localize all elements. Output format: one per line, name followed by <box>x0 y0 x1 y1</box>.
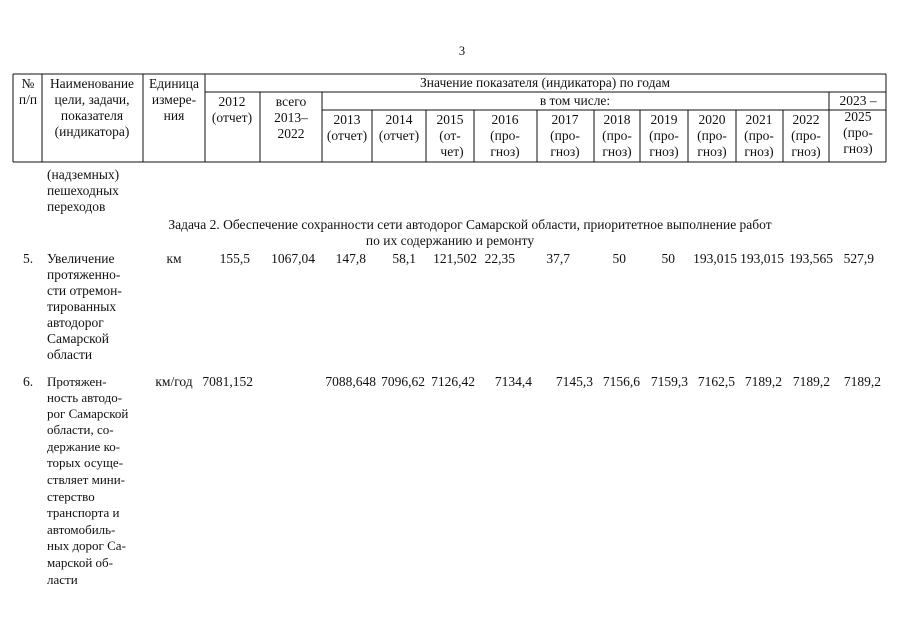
svg-text:2020: 2020 <box>698 112 726 127</box>
svg-text:193,015: 193,015 <box>740 251 784 266</box>
svg-text:Единица: Единица <box>148 76 200 91</box>
svg-text:гноз): гноз) <box>649 144 679 159</box>
svg-text:7145,3: 7145,3 <box>555 374 593 389</box>
svg-text:протяженно-: протяженно- <box>47 267 121 282</box>
svg-text:7189,2: 7189,2 <box>843 374 881 389</box>
svg-text:7088,648: 7088,648 <box>325 374 376 389</box>
svg-text:Задача 2. Обеспечение сохранно: Задача 2. Обеспечение сохранности сети автодорог Самарской области, приоритетное выполнение работ <box>168 217 772 232</box>
svg-text:7134,4: 7134,4 <box>494 374 532 389</box>
header-col-2022 <box>791 112 821 159</box>
svg-text:147,8: 147,8 <box>335 251 366 266</box>
indicator-name <box>47 251 122 362</box>
svg-text:переходов: переходов <box>47 199 106 214</box>
header-col-total <box>274 94 308 141</box>
svg-text:(отчет): (отчет) <box>378 128 420 143</box>
svg-text:Самарской: Самарской <box>47 331 110 346</box>
svg-text:(про-: (про- <box>550 128 580 143</box>
value-cells <box>220 251 875 266</box>
svg-text:2017: 2017 <box>551 112 579 127</box>
value-cells <box>202 374 881 389</box>
svg-text:155,5: 155,5 <box>219 251 250 266</box>
task-heading <box>168 217 771 248</box>
svg-text:7189,2: 7189,2 <box>744 374 782 389</box>
header-subgroup: в том числе: <box>539 93 611 108</box>
svg-text:(про-: (про- <box>791 128 821 143</box>
header-col-2019 <box>649 112 679 159</box>
svg-text:(индикатора): (индикатора) <box>54 124 130 139</box>
table-row-6 <box>23 374 881 587</box>
svg-text:ность автодо-: ность автодо- <box>47 390 123 405</box>
svg-text:сти отремон-: сти отремон- <box>47 283 122 298</box>
svg-text:чет): чет) <box>440 144 464 159</box>
svg-text:50: 50 <box>661 251 675 266</box>
svg-text:7156,6: 7156,6 <box>602 374 640 389</box>
svg-text:гноз): гноз) <box>697 144 727 159</box>
svg-text:193,565: 193,565 <box>789 251 833 266</box>
svg-text:121,502: 121,502 <box>433 251 477 266</box>
svg-text:2019: 2019 <box>650 112 678 127</box>
svg-text:2013–: 2013– <box>274 110 308 125</box>
svg-text:2018: 2018 <box>603 112 631 127</box>
svg-text:7189,2: 7189,2 <box>792 374 830 389</box>
svg-text:2022: 2022 <box>277 126 305 141</box>
svg-text:области: области <box>47 347 93 362</box>
header-col-2018 <box>602 112 632 159</box>
svg-text:7162,5: 7162,5 <box>697 374 735 389</box>
svg-text:Наименование: Наименование <box>49 76 135 91</box>
svg-text:(про-: (про- <box>649 128 679 143</box>
svg-text:п/п: п/п <box>18 92 38 107</box>
svg-text:гноз): гноз) <box>843 141 873 156</box>
svg-text:193,015: 193,015 <box>693 251 737 266</box>
page-number: 3 <box>458 44 466 58</box>
svg-text:2023 –: 2023 – <box>839 93 877 108</box>
svg-text:7126,42: 7126,42 <box>431 374 475 389</box>
table-row-5 <box>23 251 874 362</box>
unit-cell: км/год <box>155 374 193 389</box>
svg-text:№: № <box>21 76 35 91</box>
unit-cell: км <box>166 251 182 266</box>
svg-text:ных дорог Са-: ных дорог Са- <box>47 538 126 553</box>
header-col-2015 <box>437 112 464 159</box>
svg-text:транспорта и: транспорта и <box>47 505 120 520</box>
header-col-2012 <box>212 94 252 125</box>
svg-text:1067,04: 1067,04 <box>271 251 315 266</box>
indicator-name <box>47 374 128 587</box>
header-col-2023-2025 <box>839 93 876 156</box>
svg-text:держание ко-: держание ко- <box>47 439 121 454</box>
svg-text:37,7: 37,7 <box>546 251 570 266</box>
header-col-2014 <box>379 112 419 143</box>
svg-text:всего: всего <box>275 94 307 109</box>
svg-text:(от-: (от- <box>439 128 461 143</box>
svg-text:2015: 2015 <box>436 112 464 127</box>
header-unit <box>149 76 199 123</box>
svg-text:гноз): гноз) <box>791 144 821 159</box>
header-col-2017 <box>550 112 580 159</box>
svg-text:по их содержанию и ремонту: по их содержанию и ремонту <box>365 233 535 248</box>
svg-text:ствляет мини-: ствляет мини- <box>47 472 126 487</box>
svg-text:50: 50 <box>612 251 626 266</box>
svg-text:(про-: (про- <box>602 128 632 143</box>
svg-text:2012: 2012 <box>218 94 246 109</box>
header-col-2020 <box>697 112 727 159</box>
svg-text:(про-: (про- <box>744 128 774 143</box>
svg-text:Увеличение: Увеличение <box>47 251 115 266</box>
row-number: 5. <box>23 251 34 266</box>
svg-text:гноз): гноз) <box>490 144 520 159</box>
svg-text:22,35: 22,35 <box>484 251 515 266</box>
svg-text:7096,62: 7096,62 <box>381 374 425 389</box>
svg-text:7081,152: 7081,152 <box>202 374 253 389</box>
svg-text:58,1: 58,1 <box>392 251 416 266</box>
svg-text:рог Самарской: рог Самарской <box>47 406 129 421</box>
svg-text:тированных: тированных <box>47 299 117 314</box>
svg-text:2013: 2013 <box>333 112 361 127</box>
svg-text:(отчет): (отчет) <box>326 128 368 143</box>
svg-text:измере-: измере- <box>151 92 197 107</box>
svg-text:(про-: (про- <box>843 125 873 140</box>
svg-text:области, со-: области, со- <box>47 422 114 437</box>
svg-text:гноз): гноз) <box>744 144 774 159</box>
svg-text:марской об-: марской об- <box>47 555 113 570</box>
svg-text:2016: 2016 <box>491 112 519 127</box>
svg-text:ласти: ласти <box>47 572 78 587</box>
svg-text:цели, задачи,: цели, задачи, <box>54 92 130 107</box>
svg-text:гноз): гноз) <box>602 144 632 159</box>
svg-text:стерство: стерство <box>47 489 95 504</box>
svg-text:(отчет): (отчет) <box>211 110 253 125</box>
svg-text:527,9: 527,9 <box>843 251 874 266</box>
continuation-text <box>47 167 119 214</box>
header-col-2021 <box>744 112 774 159</box>
svg-text:2022: 2022 <box>792 112 820 127</box>
svg-text:автомобиль-: автомобиль- <box>47 522 116 537</box>
svg-text:7159,3: 7159,3 <box>650 374 688 389</box>
svg-text:показателя: показателя <box>60 108 124 123</box>
svg-text:2025: 2025 <box>844 109 872 124</box>
svg-text:(надземных): (надземных) <box>47 167 120 182</box>
svg-text:ния: ния <box>163 108 185 123</box>
svg-text:торых осуще-: торых осуще- <box>47 455 124 470</box>
header-col-2013 <box>327 112 367 143</box>
svg-text:2021: 2021 <box>745 112 773 127</box>
svg-text:Протяжен-: Протяжен- <box>47 374 107 389</box>
row-number: 6. <box>23 374 34 389</box>
header-value-title: Значение показателя (индикатора) по годам <box>420 75 670 90</box>
header-num <box>19 76 37 107</box>
svg-text:пешеходных: пешеходных <box>47 183 119 198</box>
svg-text:(про-: (про- <box>490 128 520 143</box>
svg-text:2014: 2014 <box>385 112 413 127</box>
header-name <box>50 76 134 139</box>
header-col-2016 <box>490 112 520 159</box>
svg-text:гноз): гноз) <box>550 144 580 159</box>
svg-text:автодорог: автодорог <box>47 315 104 330</box>
svg-text:(про-: (про- <box>697 128 727 143</box>
